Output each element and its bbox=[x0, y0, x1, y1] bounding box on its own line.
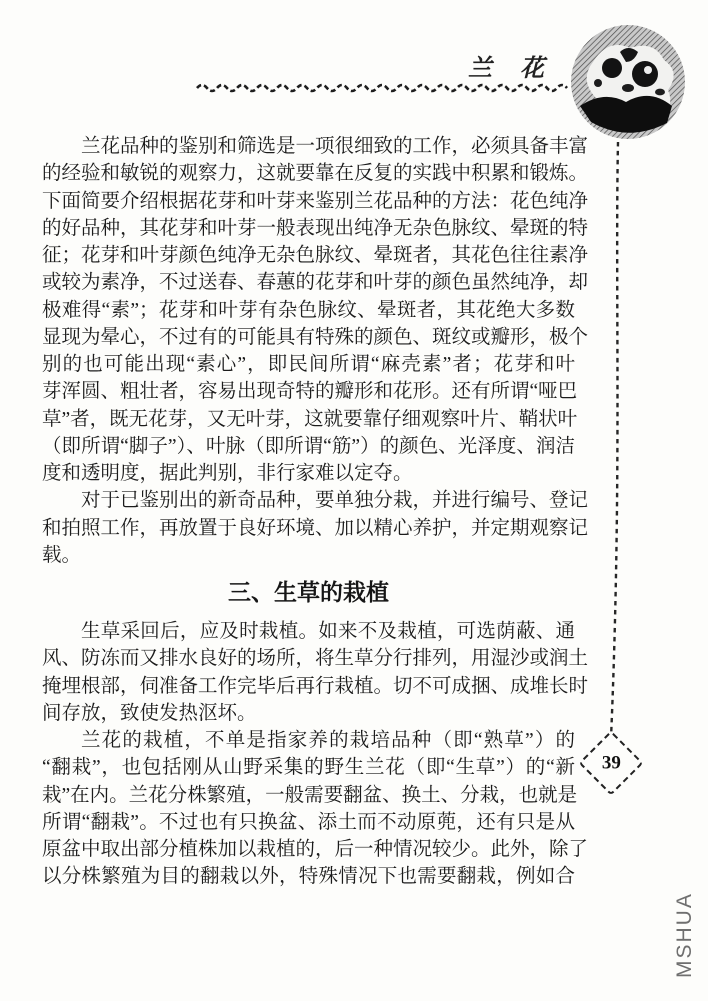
text-line: 风、防冻而又排水良好的场所，将生草分行排列，用湿沙或润土 bbox=[42, 648, 589, 670]
text-line: 的经验和敏锐的观察力，这就要靠在反复的实践中积累和锻炼。 bbox=[42, 163, 589, 185]
text-line: 下面简要介绍根据花芽和叶芽来鉴别兰花品种的方法：花色纯净 bbox=[42, 190, 589, 212]
text-line: 兰花品种的鉴别和筛选是一项很细致的工作，必须具备丰富 bbox=[81, 136, 589, 157]
paragraph bbox=[42, 487, 589, 569]
chain-ornament bbox=[595, 140, 645, 740]
text-line: 极难得“素”；花芽和叶芽有杂色脉纹、晕斑者，其花绝大多数 bbox=[42, 299, 575, 321]
page-number-badge bbox=[578, 730, 643, 795]
text-line: 度和透明度，据此判别，非行家难以定夺。 bbox=[42, 463, 413, 484]
header-rule bbox=[196, 80, 570, 92]
text-line: 原盆中取出部分植株加以栽植的，后一种情况较少。此外，除了 bbox=[42, 839, 589, 860]
text-line: 栽”在内。兰花分株繁殖，一般需要翻盆、换土、分栽，也就是 bbox=[42, 784, 578, 806]
text-line: 的好品种，其花芽和叶芽一般表现出纯净无杂色脉纹、晕斑的特 bbox=[42, 217, 589, 239]
running-head-title: 兰 花 bbox=[468, 56, 546, 82]
text-line: （即所谓“脚子”）、叶脉（即所谓“筋”）的颜色、光泽度、润洁 bbox=[42, 435, 575, 457]
text-line: 载。 bbox=[42, 544, 82, 566]
text-flow bbox=[42, 133, 589, 891]
text-line: 生草采回后，应及时栽植。如来不及栽植，可选荫蔽、通 bbox=[81, 621, 575, 642]
paragraph bbox=[42, 618, 589, 727]
text-line: 以分株繁殖为目的翻栽以外，特殊情况下也需要翻栽，例如合 bbox=[42, 866, 575, 888]
page-number: 39 bbox=[601, 752, 621, 773]
text-line: “翻栽”，也包括刚从山野采集的野生兰花（即“生草”）的“新 bbox=[42, 757, 575, 779]
section-heading: 三、生草的栽植 bbox=[228, 580, 389, 606]
text-line: 显现为晕心，不过有的可能具有特殊的颜色、斑纹或瓣形，极个 bbox=[42, 326, 589, 348]
text-line: 征；花芽和叶芽颜色纯净无杂色脉纹、晕斑者，其花色往往素净 bbox=[42, 245, 589, 266]
text-line: 间存放，致使发热沤坏。 bbox=[42, 702, 257, 724]
text-line: 所谓“翻栽”。不过也有只换盆、添土而不动原蔸，还有只是从 bbox=[42, 811, 575, 833]
text-line: 或较为素净，不过送春、春蕙的花芽和叶芽的颜色虽然纯净，却 bbox=[42, 272, 589, 294]
text-line: 别的也可能出现“素心”，即民间所谓“麻壳素”者；花芽和叶 bbox=[42, 354, 575, 375]
text-line: 草”者，既无花芽，又无叶芽，这就要靠仔细观察叶片、鞘状叶 bbox=[42, 408, 578, 430]
text-line: 和拍照工作，再放置于良好环境、加以精心养护，并定期观察记 bbox=[42, 517, 589, 539]
paragraph bbox=[42, 133, 589, 487]
text-line: 兰花的栽植，不单是指家养的栽培品种（即“熟草”）的 bbox=[81, 730, 575, 751]
text-line: 对于已鉴别出的新奇品种，要单独分栽，并进行编号、登记 bbox=[81, 490, 589, 512]
text-line: 芽浑圆、粗壮者，容易出现奇特的瓣形和花形。还有所谓“哑巴 bbox=[42, 381, 578, 403]
paragraph bbox=[42, 727, 589, 891]
orchid-photo bbox=[568, 22, 688, 142]
watermark-text: MSHUA bbox=[673, 892, 696, 978]
text-line: 掩埋根部，伺准备工作完毕后再行栽植。切不可成捆、成堆长时 bbox=[42, 675, 589, 697]
